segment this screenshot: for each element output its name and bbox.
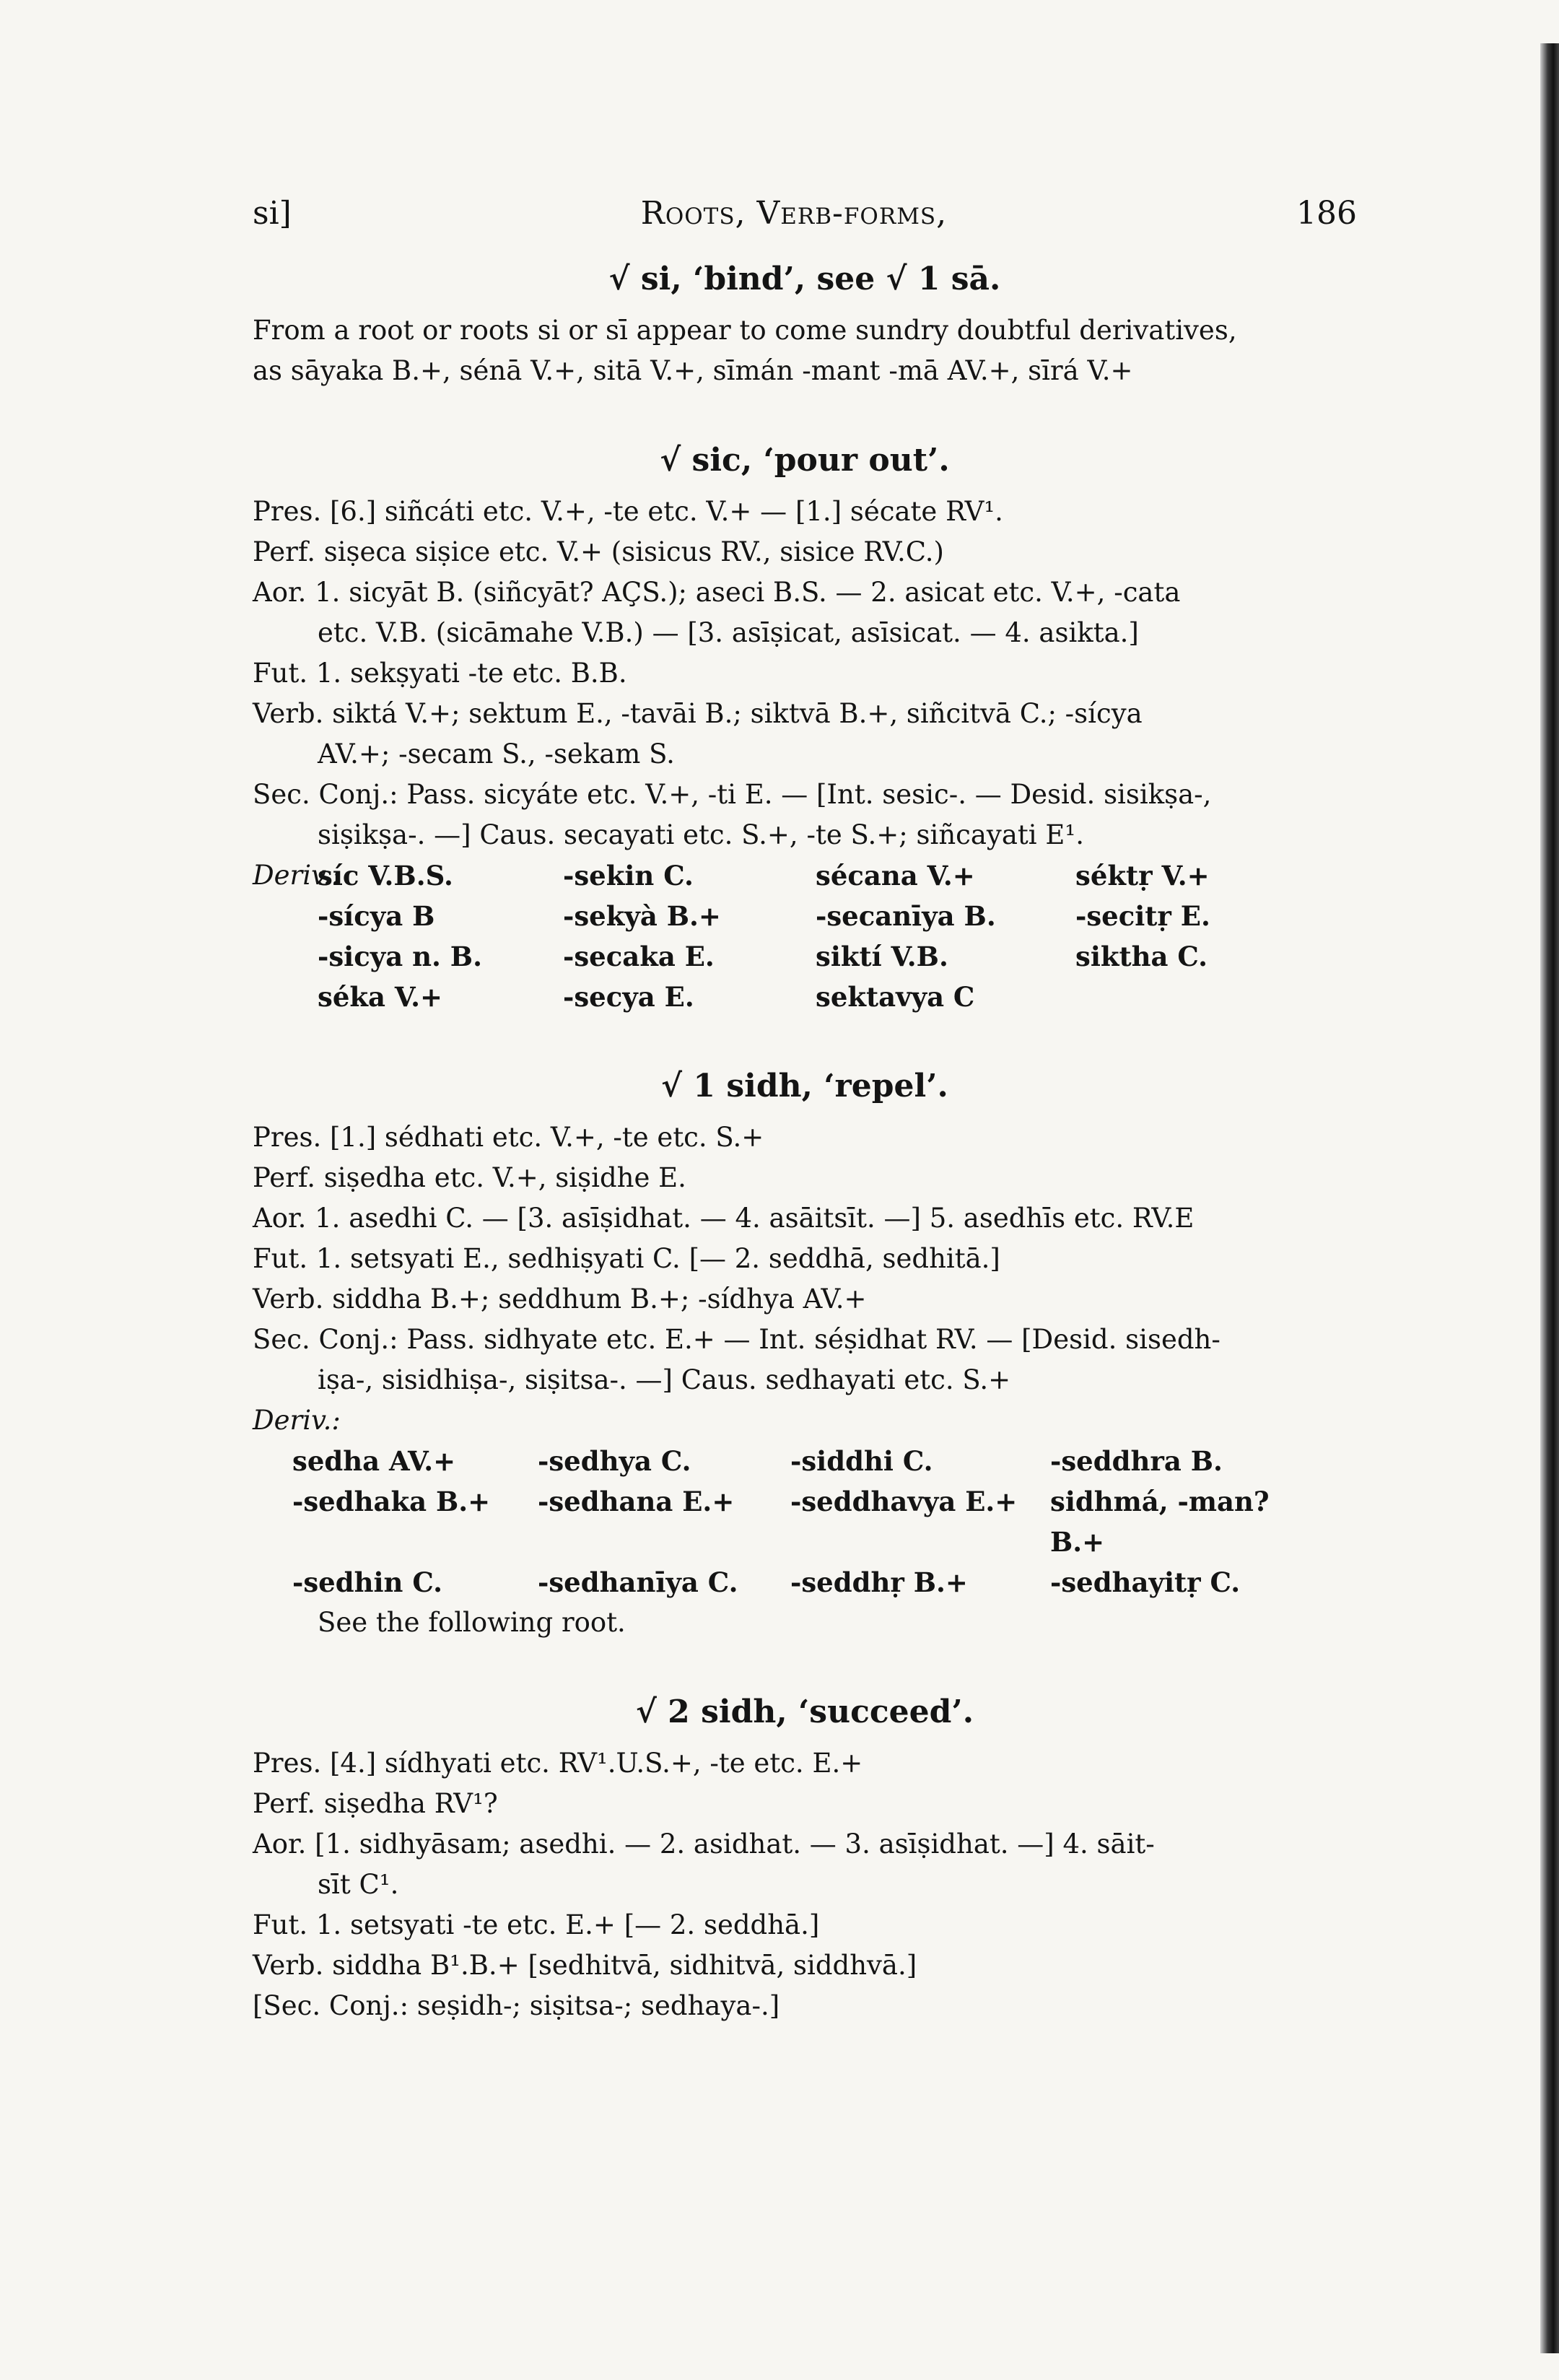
text-line: Sec. Conj.: Pass. sidhyate etc. E.+ — Int. séṣidhat RV. — [Desid. sisedh- [253,1324,1220,1355]
text-line: Verb. siktá V.+; sektum E., -tavāi B.; siktvā B.+, siñcitvā C.; -sícya [253,698,1143,729]
deriv-cell: -siddhi C. [790,1445,933,1477]
entry-sidh-2 [253,1694,1357,2026]
text-line: etc. V.B. (sicāmahe V.B.) — [3. asīṣicat, asīsicat. — 4. asikta.] [318,617,1139,648]
deriv-cell: -sekin C. [563,860,694,892]
text-line: Pres. [4.] sídhyati etc. RV¹.U.S.+, -te etc. E.+ [253,1748,863,1779]
text-line: as sāyaka B.+, sénā V.+, sitā V.+, sīmán -mant -mā AV.+, sīrá V.+ [253,355,1133,386]
deriv-cell: -secitṛ E. [1075,900,1210,932]
text-line: Fut. 1. setsyati -te etc. E.+ [— 2. seddhā.] [253,1909,820,1940]
header-left: si] [253,195,292,232]
deriv-cell: séktṛ V.+ [1075,860,1210,892]
text-line: Perf. siṣedha etc. V.+, siṣidhe E. [253,1162,686,1193]
text-line: Verb. siddha B.+; seddhum B.+; -sídhya AV.+ [253,1283,867,1315]
note: See the following root. [318,1607,626,1638]
deriv-cell: síc V.B.S. [318,860,453,892]
text-line: Pres. [1.] sédhati etc. V.+, -te etc. S.+ [253,1122,764,1153]
text-line: Fut. 1. setsyati E., sedhiṣyati C. [— 2. seddhā, sedhitā.] [253,1243,1000,1274]
deriv-cell: -sedhana E.+ [538,1486,735,1517]
entry-title: √ 2 sidh, ‘succeed’. [635,1694,974,1730]
entry-title: √ sic, ‘pour out’. [660,442,950,479]
deriv-cell: -secanīya B. [816,900,996,932]
text-line: From a root or roots si or sī appear to come sundry doubtful derivatives, [253,315,1237,346]
text-line: Verb. siddha B¹.B.+ [sedhitvā, sidhitvā, siddhvā.] [253,1950,917,1981]
deriv-cell: -sedhaka B.+ [292,1486,491,1517]
page-number: 186 [1296,195,1357,232]
deriv-cell: -sedhin C. [292,1566,443,1598]
deriv-cell: sécana V.+ [816,860,975,892]
deriv-cell: -secya E. [563,981,694,1013]
derivatives-table [253,855,1357,1017]
derivatives-table [253,1441,1357,1603]
deriv-cell: -sedhanīya C. [538,1566,738,1598]
deriv-label: Deriv.: [253,1405,341,1436]
deriv-cell: siktha C. [1075,941,1208,972]
deriv-cell: siktí V.B. [816,941,948,972]
text-line: AV.+; -secam S., -sekam S. [318,738,675,770]
deriv-cell: -sícya B [318,900,435,932]
text-line: siṣikṣa-. —] Caus. secayati etc. S.+, -te S.+; siñcayati E¹. [318,819,1084,850]
text-line: Pres. [6.] siñcáti etc. V.+, -te etc. V.+ — [1.] sécate RV¹. [253,496,1003,527]
deriv-cell: -seddhavya E.+ [790,1486,1018,1517]
text-line: Fut. 1. sekṣyati -te etc. B.B. [253,658,627,689]
deriv-cell: -sicya n. B. [318,941,482,972]
deriv-cell: -sedhya C. [538,1445,691,1477]
page [253,195,1357,2026]
text-line: Sec. Conj.: Pass. sicyáte etc. V.+, -ti E. — [Int. sesic-. — Desid. sisikṣa-, [253,779,1212,810]
entry-sic [253,442,1357,1017]
deriv-cell: -sekyà B.+ [563,900,721,932]
entry-title: √ si, ‘bind’, see √ 1 sā. [608,261,1001,297]
entry-title: √ 1 sidh, ‘repel’. [661,1068,948,1104]
text-line: Aor. [1. sidhyāsam; asedhi. — 2. asidhat. — 3. asīṣidhat. —] 4. sāit- [253,1828,1155,1860]
deriv-cell: -sedhayitṛ C. [1050,1566,1241,1598]
text-line: Perf. siṣedha RV¹? [253,1788,498,1819]
deriv-cell: sektavya C [816,981,975,1013]
text-line: [Sec. Conj.: seṣidh-; siṣitsa-; sedhaya-.] [253,1990,780,2021]
deriv-cell: séka V.+ [318,981,442,1013]
text-line: iṣa-, sisidhiṣa-, siṣitsa-. —] Caus. sedhayati etc. S.+ [318,1364,1011,1395]
text-line: Perf. siṣeca siṣice etc. V.+ (sisicus RV., sisice RV.C.) [253,536,944,567]
deriv-cell: sidhmá, -man? B.+ [1050,1486,1270,1558]
text-line: Aor. 1. sicyāt B. (siñcyāt? AÇS.); aseci B.S. — 2. asicat etc. V.+, -cata [253,577,1181,608]
text-line: Aor. 1. asedhi C. — [3. asīṣidhat. — 4. asāitsīt. —] 5. asedhīs etc. RV.E [253,1203,1195,1234]
running-header [253,195,1357,232]
book-binding-edge [1540,43,1559,2353]
deriv-cell: -seddhṛ B.+ [790,1566,968,1598]
deriv-cell: -secaka E. [563,941,715,972]
deriv-label: Deriv.: [253,860,341,891]
entry-si [253,261,1357,391]
entry-sidh-1 [253,1068,1357,1643]
text-line: sīt C¹. [318,1869,399,1900]
header-title: Roots, Verb-forms, [640,195,948,232]
deriv-cell: sedha AV.+ [292,1445,456,1477]
deriv-cell: -seddhra B. [1050,1445,1223,1477]
entry-text [253,310,1357,391]
